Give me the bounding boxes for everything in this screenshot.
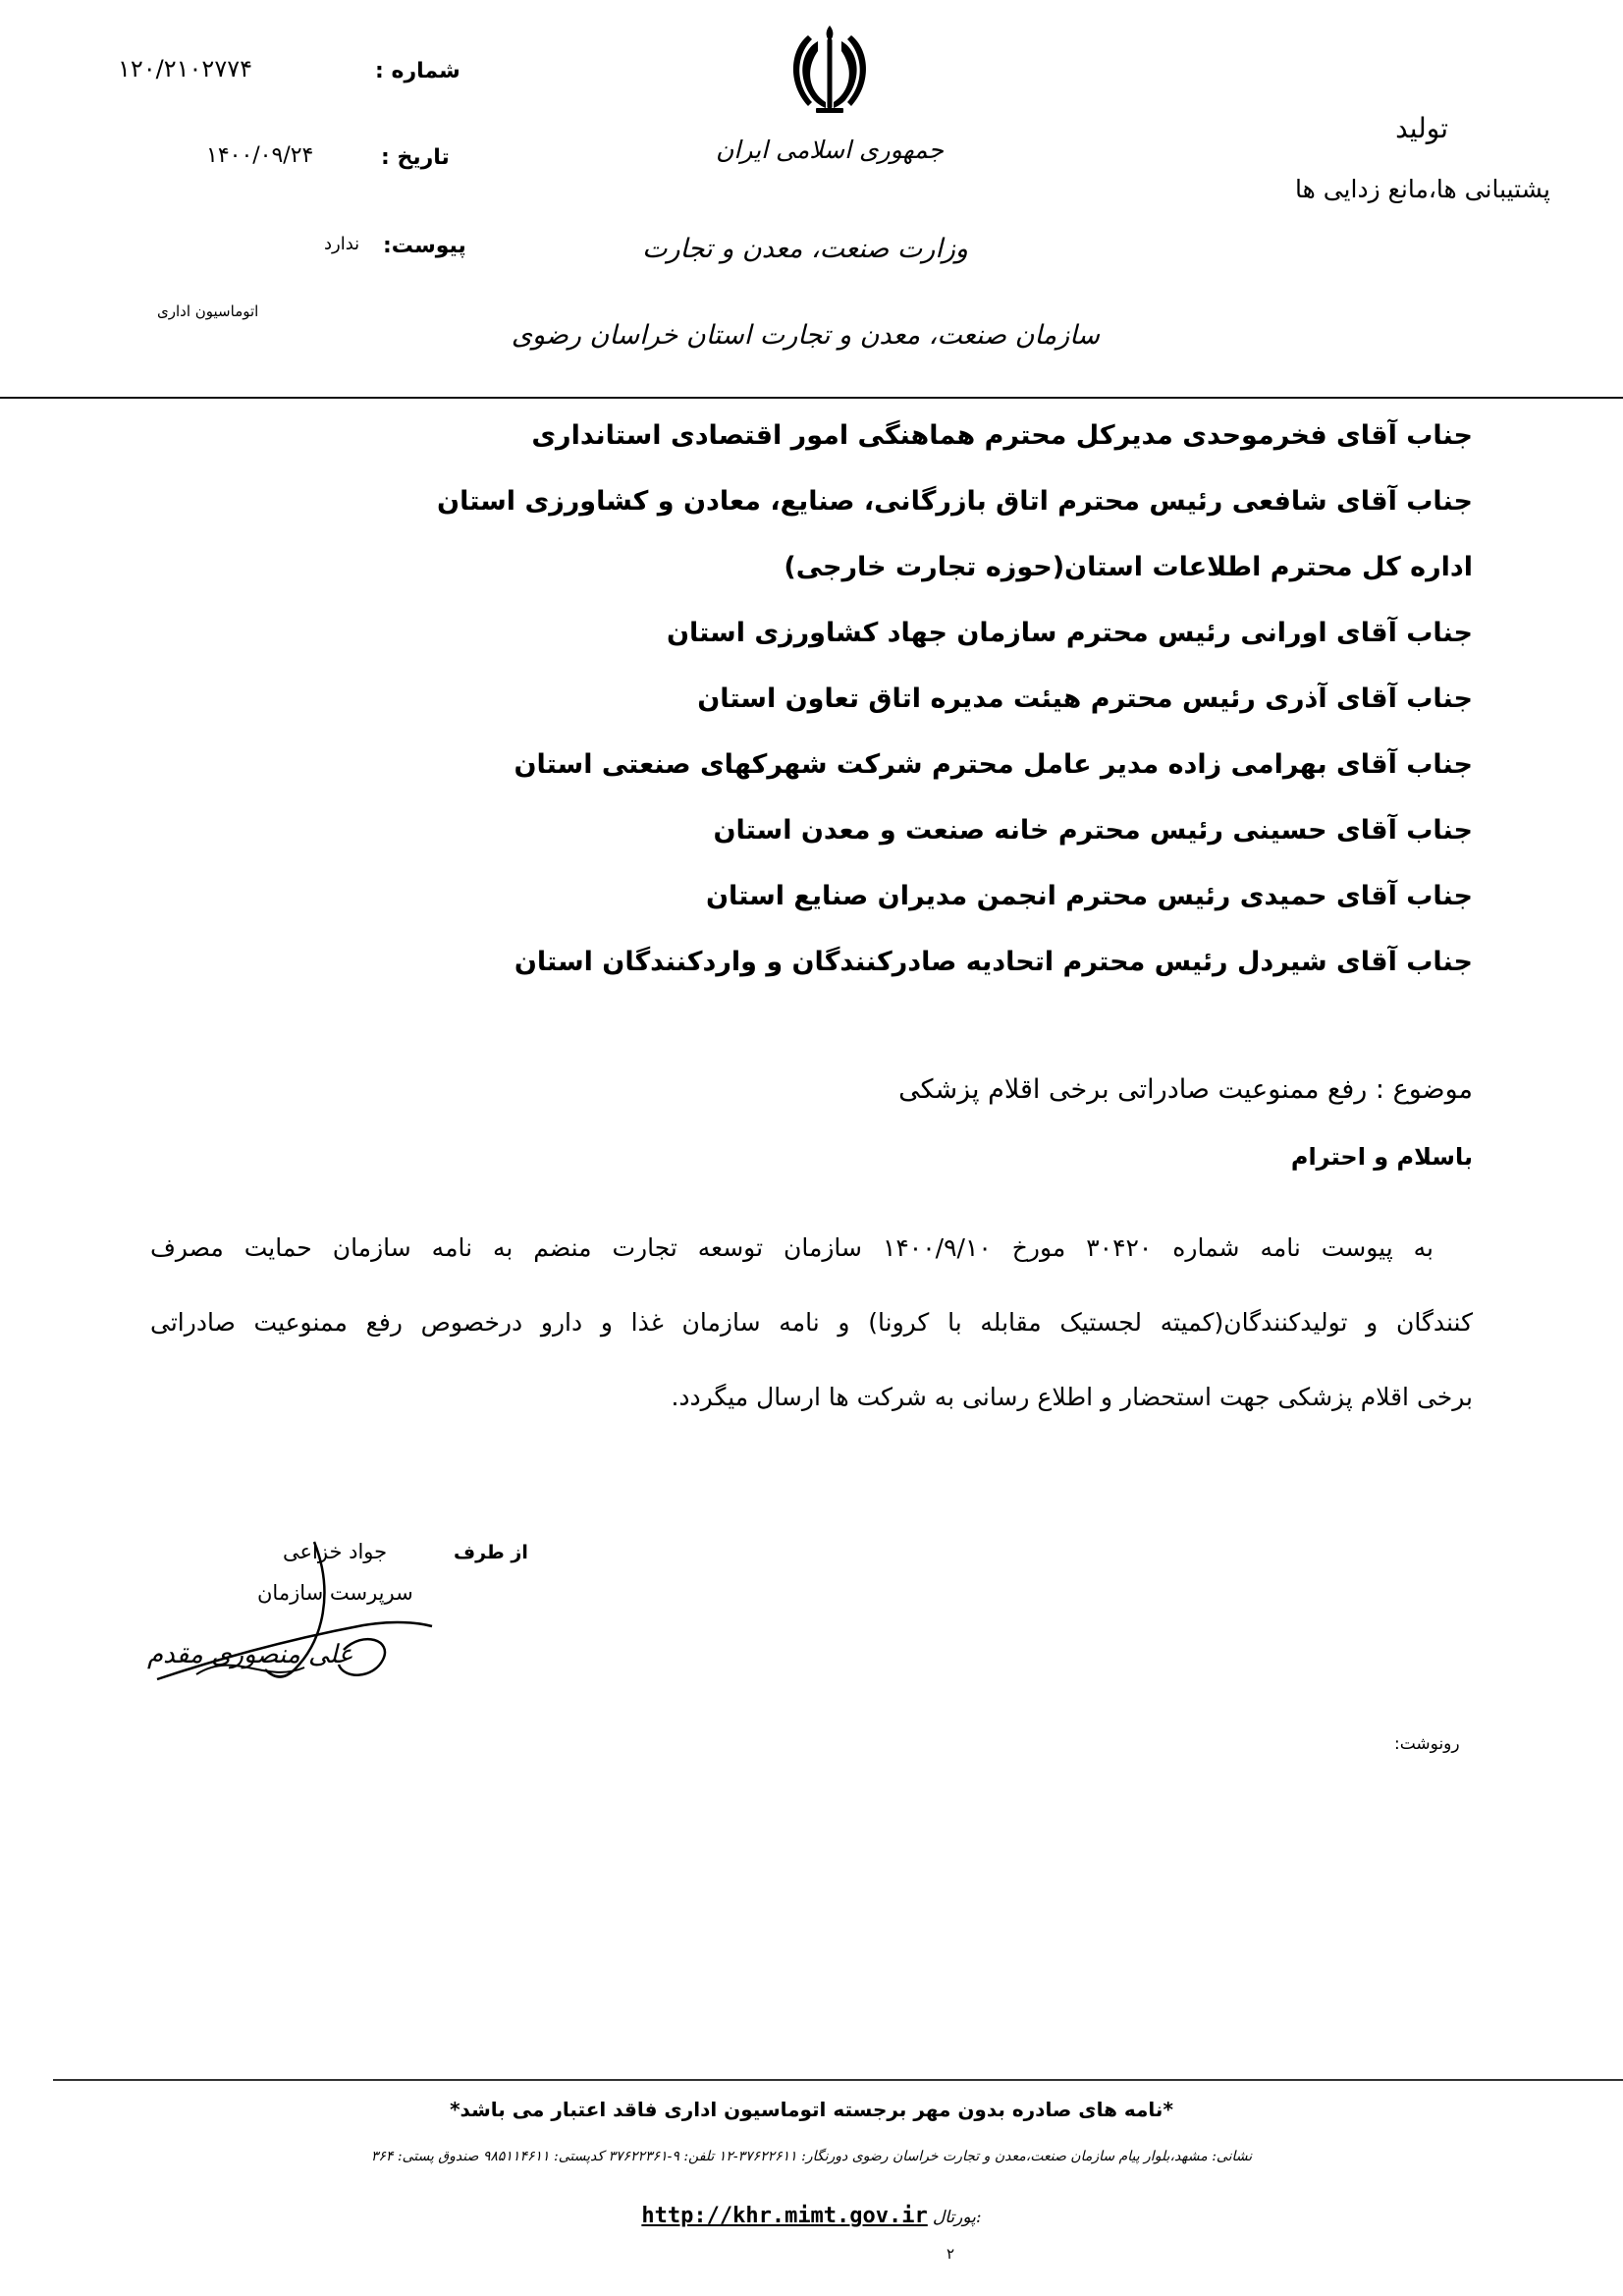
body-line-1: به پیوست نامه شماره ۳۰۴۲۰ مورخ ۱۴۰۰/۹/۱۰ سازمان توسعه تجارت منضم به نامه سازمان حمایت مصرف xyxy=(150,1233,1434,1262)
republic-title: جمهوری اسلامی ایران xyxy=(716,136,944,164)
organization-title: سازمان صنعت، معدن و تجارت استان خراسان رضوی xyxy=(511,320,1100,351)
recipient-line: جناب آقای شافعی رئیس محترم اتاق بازرگانی، صنایع، معادن و کشاورزی استان xyxy=(437,486,1473,517)
page-number: ۲ xyxy=(947,2245,955,2263)
portal-url-link[interactable]: http://khr.mimt.gov.ir xyxy=(641,2204,928,2228)
recipient-line: جناب آقای حسینی رئیس محترم خانه صنعت و معدن استان xyxy=(713,815,1473,846)
letter-date-row xyxy=(206,143,471,175)
letter-attachment-value: ندارد xyxy=(324,234,360,254)
subject-text: رفع ممنوعیت صادراتی برخی اقلام پزشکی xyxy=(898,1074,1368,1105)
recipient-line: جناب آقای شیردل رئیس محترم اتحادیه صادرکنندگان و واردکنندگان استان xyxy=(514,947,1473,977)
letter-number-label: شماره : xyxy=(375,59,460,83)
footer-address: نشانی: مشهد،بلوار پیام سازمان صنعت،معدن و تجارت خراسان رضوی دورنگار: ۳۷۶۲۲۶۱۱-۱۲ تلفن: ۹-۳۷۶۲۲۳۶۱ کدپستی: ۹۸۵۱۱۴۶۱۱ صندوق پستی: ۳۶۴ xyxy=(370,2149,1253,2164)
recipient-line: جناب آقای بهرامی زاده مدیر عامل محترم شرکت شهرکهای صنعتی استان xyxy=(514,749,1473,780)
cc-label: رونوشت: xyxy=(1394,1734,1460,1754)
recipient-line: جناب آقای فخرموحدی مدیرکل محترم هماهنگی امور اقتصادی استانداری xyxy=(531,420,1473,451)
greeting: باسلام و احترام xyxy=(1290,1143,1473,1171)
recipient-line: جناب آقای آذری رئیس محترم هیئت مدیره اتاق تعاون استان xyxy=(697,683,1473,714)
subject-line xyxy=(898,1074,1473,1105)
portal-label: پورتال: xyxy=(932,2208,982,2227)
category-production: تولید xyxy=(1395,112,1448,144)
body-line-2: کنندگان و تولیدکنندگان(کمیته لجستیک مقابله با کرونا) و نامه سازمان غذا و دارو درخصوص رفع ممنوعیت صادراتی xyxy=(150,1308,1473,1337)
on-behalf-label: از طرف xyxy=(454,1542,528,1563)
letter-attachment-row xyxy=(324,232,471,263)
letter-date-label: تاریخ : xyxy=(381,145,450,170)
iran-emblem-icon xyxy=(781,22,879,120)
footer-divider xyxy=(53,2079,1623,2081)
footer-portal xyxy=(0,2204,1623,2228)
header-divider xyxy=(0,397,1623,399)
signature-stroke xyxy=(137,1532,452,1709)
ministry-title: وزارت صنعت، معدن و تجارت xyxy=(642,234,968,264)
subject-label: موضوع : xyxy=(1375,1074,1473,1105)
letter-number-row xyxy=(118,55,471,86)
signatory-title: سرپرست سازمان xyxy=(257,1581,413,1605)
recipient-line: جناب آقای حمیدی رئیس محترم انجمن مدیران صنایع استان xyxy=(706,881,1473,911)
category-support: پشتیبانی ها،مانع زدایی ها xyxy=(1294,175,1550,203)
recipient-line: جناب آقای اورانی رئیس محترم سازمان جهاد کشاورزی استان xyxy=(666,618,1473,648)
letter-number-value: ۱۲۰/۲۱۰۲۷۷۴ xyxy=(118,55,252,82)
signatory-name: جواد خزاعی xyxy=(283,1540,388,1563)
letter-attachment-label: پیوست: xyxy=(383,234,466,258)
office-automation-label: اتوماسیون اداری xyxy=(157,302,259,320)
recipient-line: اداره کل محترم اطلاعات استان(حوزه تجارت خارجی) xyxy=(784,552,1473,582)
letter-date-value: ۱۴۰۰/۰۹/۲۴ xyxy=(206,143,314,168)
footer-notice: *نامه های صادره بدون مهر برجسته اتوماسیون اداری فاقد اعتبار می باشد* xyxy=(450,2098,1173,2121)
handwritten-signature: علی منصوری مقدم xyxy=(147,1640,353,1669)
body-line-3: برخی اقلام پزشکی جهت استحضار و اطلاع رسانی به شرکت ها ارسال میگردد. xyxy=(671,1383,1473,1411)
